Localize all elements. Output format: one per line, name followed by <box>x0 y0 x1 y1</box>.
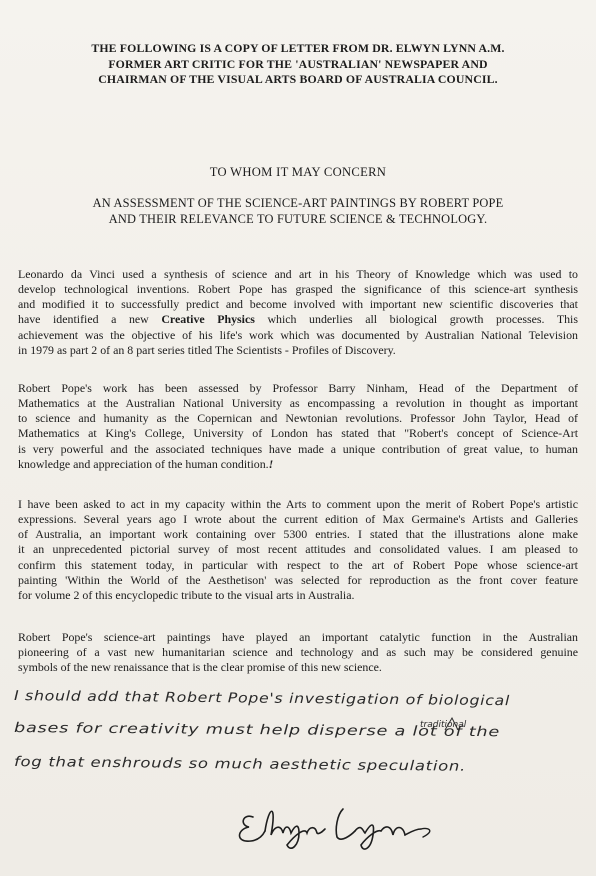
header-line-1: THE FOLLOWING IS A COPY OF LETTER FROM DR. ELWYN LYNN A.M. <box>91 41 505 55</box>
paragraph-2-line: Mathematics at the Australian National University as encompassing a revolution in thought as important <box>18 396 578 411</box>
subject-line-2: AND THEIR RELEVANCE TO FUTURE SCIENCE & TECHNOLOGY. <box>108 212 488 226</box>
paragraph-4 <box>18 630 578 675</box>
text-segment: have identified a new <box>18 312 162 327</box>
handwritten-insert: traditional <box>420 720 467 730</box>
paragraph-3-line: I have been asked to act in my capacity within the Arts to comment upon the merit of Robert Pope's artistic <box>18 497 578 511</box>
letter-header <box>20 41 576 88</box>
header-line-3: CHAIRMAN OF THE VISUAL ARTS BOARD OF AUSTRALIA COUNCIL. <box>98 72 498 86</box>
header-line-2: FORMER ART CRITIC FOR THE 'AUSTRALIAN' NEWSPAPER AND <box>108 56 488 71</box>
salutation: TO WHOM IT MAY CONCERN <box>209 165 387 179</box>
paragraph-3-line: of Australia, an important work containing over 5300 entries. I stated that the illustrations alone make <box>18 527 578 542</box>
signature <box>225 795 455 855</box>
paragraph-1-line: in 1979 as part 2 of an 8 part series titled The Scientists - Profiles of Discovery. <box>18 342 396 357</box>
paragraph-2-line: to science and humanity as the Copernican and Newtonian revolutions. Professor John Taylor, Head of <box>18 411 578 426</box>
handwritten-note-svg <box>0 680 596 790</box>
creative-physics-term: Creative Physics <box>161 312 255 327</box>
paragraph-2 <box>18 381 578 472</box>
handwritten-line-3: fog that enshrouds so much aesthetic speculation. <box>13 754 386 774</box>
signature-svg <box>225 795 455 855</box>
paragraph-1-line: achievement was the objective of his life's work which was documented by Australian National Television <box>18 327 578 342</box>
paragraph-2-line: Mathematics at King's College, University of London has stated that "Robert's concept of Science-Art <box>18 426 578 441</box>
paragraph-1-line: Leonardo da Vinci used a synthesis of science and art in his Theory of Knowledge which was used to <box>18 267 578 281</box>
handwritten-quote-mark: ! <box>268 456 274 471</box>
paragraph-4-line: symbols of the new renaissance that is the clear promise of this new science. <box>18 660 382 675</box>
paragraph-3-line: expressions. Several years ago I wrote about the current edition of Max Germaine's Artists and Galleries <box>18 512 578 527</box>
paragraph-3 <box>18 497 578 603</box>
paragraph-1-line: develop technological inventions. Robert Pope has grasped the significance of this science-art synthesis <box>18 282 578 297</box>
text-segment: which underlies all biological growth processes. This <box>254 312 578 327</box>
text-segment: knowledge and appreciation of the human condition. <box>18 456 269 471</box>
paragraph-3-line: it an unprecedented pictorial survey of most recent attitudes and consolidated values. I am pleased to <box>18 542 578 557</box>
handwritten-note <box>0 680 596 790</box>
paragraph-2-line: Robert Pope's work has been assessed by Professor Barry Ninham, Head of the Department of <box>18 381 578 395</box>
paragraph-3-line: confirm this statement today, in particular with respect to the art of Robert Pope whose science-art <box>18 557 578 572</box>
paragraph-1-line: and modified it to successfully predict and become involved with important new scientific discoveries that <box>18 297 578 312</box>
paragraph-2-line: is very powerful and the associated techniques have made a unique contribution of great value, to human <box>18 441 578 456</box>
paragraph-2-line <box>18 457 578 472</box>
subject-heading <box>10 195 586 227</box>
paragraph-4-line: pioneering of a vast new humanitarian science and technology and as such may be considered genuine <box>18 645 578 660</box>
subject-line-1: AN ASSESSMENT OF THE SCIENCE-ART PAINTINGS BY ROBERT POPE <box>92 196 504 210</box>
paragraph-1 <box>18 267 578 358</box>
paragraph-3-line: painting 'Within the World of the Aesthetison' was selected for reproduction as the front cover feature <box>18 572 578 587</box>
handwritten-line-2: bases for creativity must help disperse a lot of the <box>13 720 387 740</box>
handwritten-line-1: I should add that Robert Pope's investigation of biological <box>13 688 440 709</box>
paragraph-4-line: Robert Pope's science-art paintings have played an important catalytic function in the Australian <box>18 630 578 644</box>
paragraph-1-line <box>18 312 578 327</box>
paragraph-3-line: for volume 2 of this encyclopedic tribute to the visual arts in Australia. <box>18 587 355 602</box>
